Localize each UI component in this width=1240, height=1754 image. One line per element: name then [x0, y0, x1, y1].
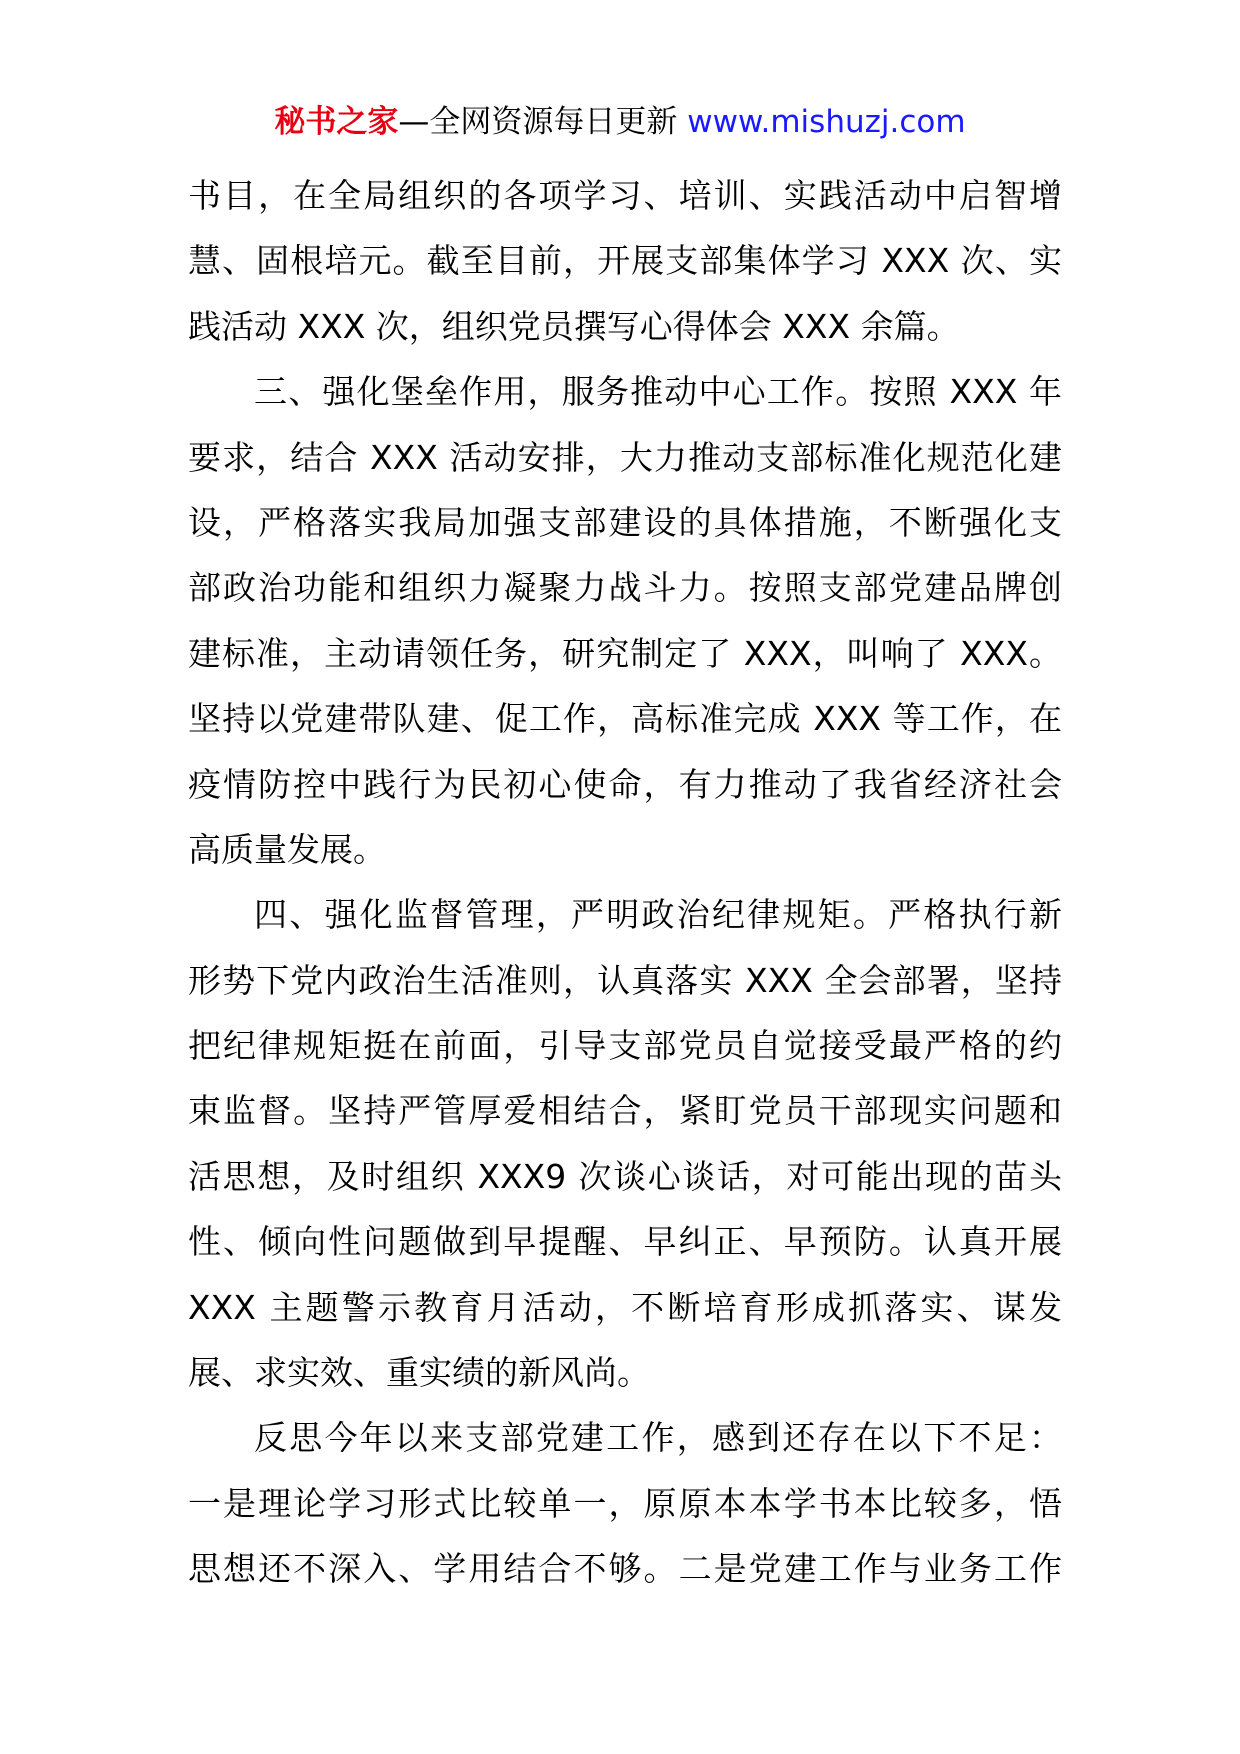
site-url[interactable]: www.mishuzj.com [687, 104, 966, 140]
site-tagline: —全网资源每日更新 [398, 104, 678, 140]
text-line: 书目，在全局组织的各项学习、培训、实践活动中启智增 [188, 176, 1062, 215]
text-line: 坚持以党建带队建、促工作，高标准完成 XXX 等工作，在 [188, 699, 1062, 739]
text-line: 活思想，及时组织 XXX9 次谈心谈话，对可能出现的苗头 [188, 1156, 1062, 1196]
document-body [188, 163, 1062, 1602]
text-line: 性、倾向性问题做到早提醒、早纠正、早预防。认真开展 [188, 1222, 1062, 1262]
text-line: 疫情防控中践行为民初心使命，有力推动了我省经济社会 [188, 764, 1062, 804]
text-line: 践活动 XXX 次，组织党员撰写心得体会 XXX 余篇。 [188, 306, 960, 346]
text-line: 高质量发展。 [188, 829, 386, 869]
site-header [0, 100, 1240, 144]
site-brand: 秘书之家 [274, 104, 399, 140]
text-line: 一是理论学习形式比较单一，原原本本学书本比较多，悟 [188, 1483, 1062, 1523]
section-heading-line: 三、强化堡垒作用，服务推动中心工作。按照 XXX 年 [254, 372, 1062, 412]
text-line: 部政治功能和组织力凝聚力战斗力。按照支部党建品牌创 [188, 568, 1062, 608]
text-line: 展、求实效、重实绩的新风尚。 [188, 1353, 650, 1393]
text-line: 建标准，主动请领任务，研究制定了 XXX，叫响了 XXX。 [188, 633, 1062, 673]
text-line: 要求，结合 XXX 活动安排，大力推动支部标准化规范化建 [188, 437, 1062, 477]
text-line: 形势下党内政治生活准则，认真落实 XXX 全会部署，坚持 [188, 960, 1062, 1000]
text-line: 慧、固根培元。截至目前，开展支部集体学习 XXX 次、实 [188, 241, 1062, 281]
text-line: 思想还不深入、学用结合不够。二是党建工作与业务工作 [188, 1549, 1062, 1589]
text-line: 束监督。坚持严管厚爱相结合，紧盯党员干部现实问题和 [188, 1091, 1062, 1131]
text-line: 设，严格落实我局加强支部建设的具体措施，不断强化支 [188, 502, 1062, 542]
section-heading-line: 四、强化监督管理，严明政治纪律规矩。严格执行新 [254, 895, 1062, 935]
text-line: XXX 主题警示教育月活动，不断培育形成抓落实、谋发 [188, 1287, 1062, 1327]
text-line: 把纪律规矩挺在前面，引导支部党员自觉接受最严格的约 [188, 1026, 1062, 1066]
paragraph-start-line: 反思今年以来支部党建工作，感到还存在以下不足： [254, 1418, 1062, 1458]
